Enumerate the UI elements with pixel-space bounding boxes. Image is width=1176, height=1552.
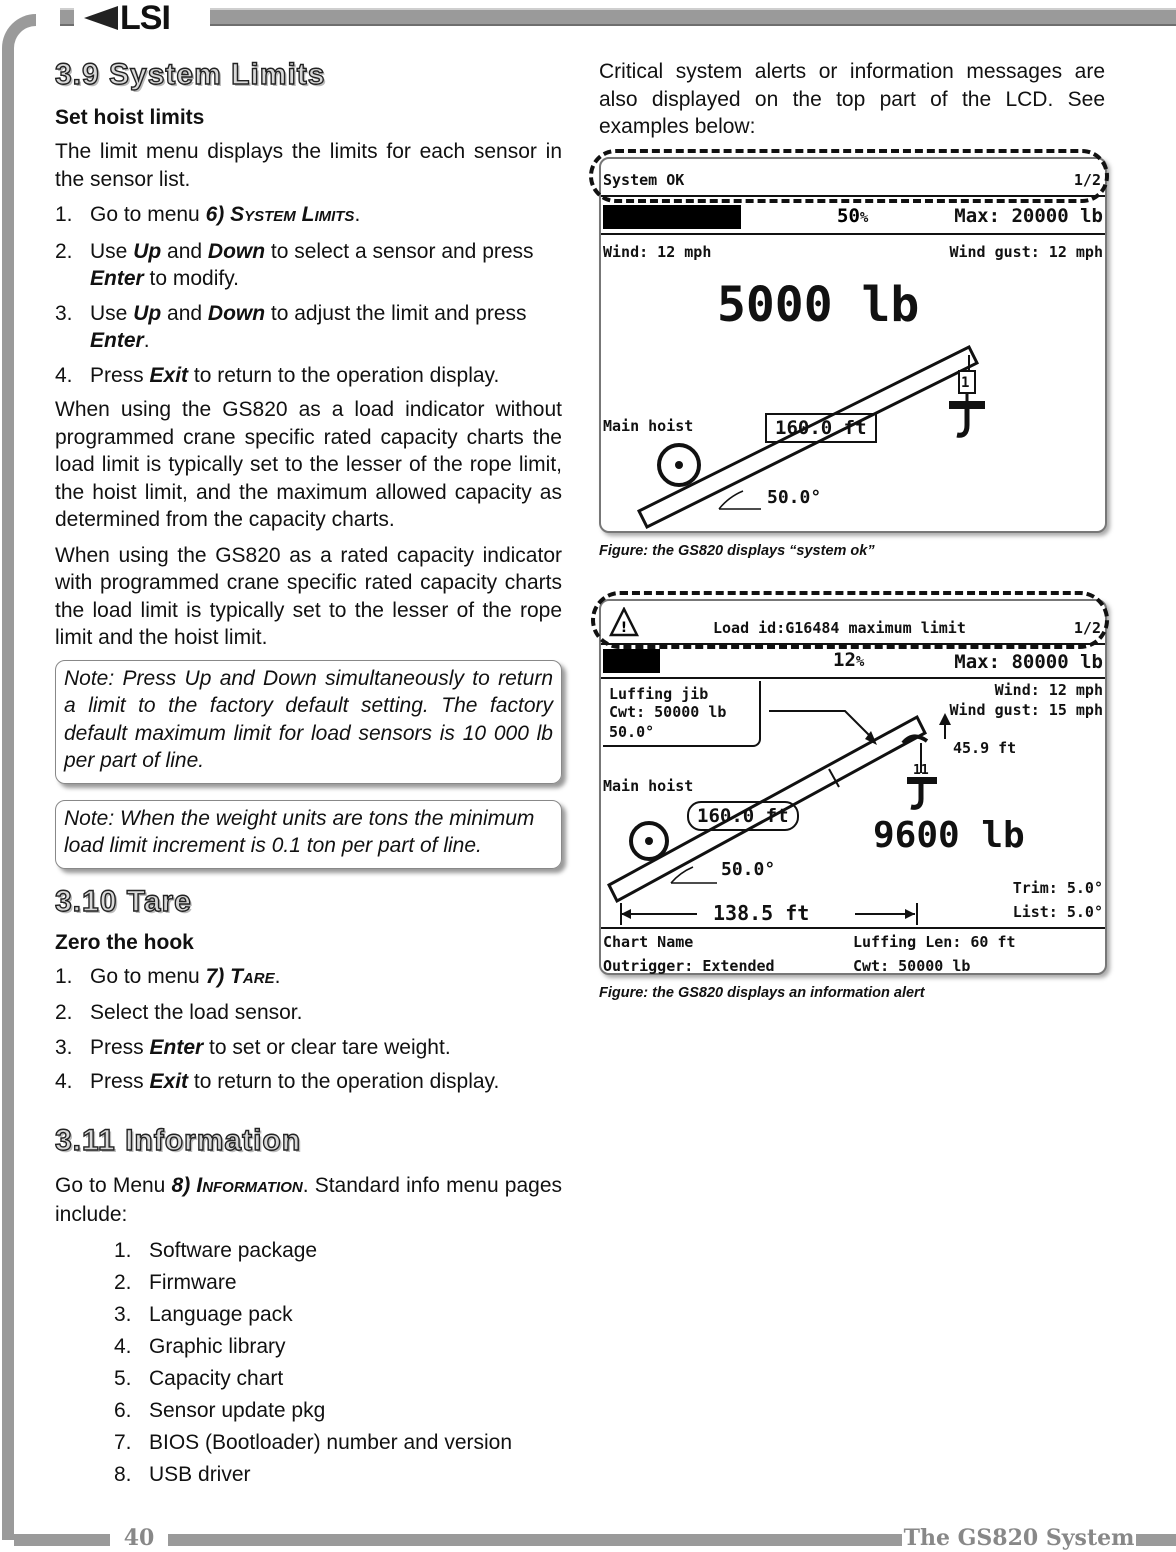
list-item: 3. Press Enter to set or clear tare weight. xyxy=(55,1035,451,1059)
list-item: 2. Select the load sensor. xyxy=(55,1001,303,1024)
hoist-label: Main hoist xyxy=(603,776,694,795)
note-weight-units: Note: When the weight units are tons the minimum load limit increment is 0.1 ton per part of line. xyxy=(55,800,562,869)
status-message: System OK xyxy=(603,170,685,189)
footer-title: The GS820 System xyxy=(903,1525,1135,1551)
alerts-intro: Critical system alerts or information messages are also displayed on the top part of the LCD. See examples below: xyxy=(599,60,1105,138)
lcd-divider xyxy=(601,927,1105,929)
crane-boom-diagram xyxy=(601,159,1105,531)
list-item: 4. Press Exit to return to the operation display. xyxy=(55,1070,500,1093)
hook-parts-of-line: 11 xyxy=(913,762,929,778)
boom-angle: 50.0° xyxy=(767,486,822,508)
wind-speed: Wind: 12 mph xyxy=(603,242,712,261)
logo-text: LSI xyxy=(120,0,170,37)
page-indicator: 1/2 xyxy=(1073,170,1101,189)
page-frame-left xyxy=(2,14,36,1540)
logo-mark-icon xyxy=(84,6,118,30)
jib-angle: 50.0° xyxy=(609,722,655,741)
note-factory-default: Note: Press Up and Down simultaneously to return a limit to the factory default setting. The factory default maximum limit for load sensors is 10 000 lb per part of line. xyxy=(55,660,562,784)
list-item: 5. Capacity chart xyxy=(114,1366,284,1390)
rated-capacity-paragraph: When using the GS820 as a rated capacity indicator with programmed crane specific rated capacity charts the load limit is typically set to the lesser of the rope limit and the hoist limit. xyxy=(55,543,562,649)
max-load: Max: 20000 lb xyxy=(954,204,1103,227)
outrigger-state: Outrigger: Extended xyxy=(603,956,775,975)
hoist-label: Main hoist xyxy=(603,416,694,435)
list-item: 2. Use Up and Down to select a sensor and press Enter to modify. xyxy=(55,239,534,290)
right-column xyxy=(599,58,1105,1001)
list-item: 6. Sensor update pkg xyxy=(114,1398,326,1422)
section-3-11-title: 3.11 Information xyxy=(55,1123,302,1157)
list-item: 4. Graphic library xyxy=(114,1334,286,1358)
max-load: Max: 80000 lb xyxy=(954,650,1103,673)
left-column xyxy=(55,58,562,1493)
load-weight: 5000 lb xyxy=(717,276,920,333)
information-pages-list xyxy=(114,1237,562,1489)
status-highlight-ring xyxy=(591,591,1109,649)
wind-gust: Wind gust: 12 mph xyxy=(949,242,1103,261)
counterweight: Cwt: 50000 lb xyxy=(853,956,971,975)
status-highlight-ring xyxy=(589,149,1109,203)
limits-intro: The limit menu displays the limits for each sensor in the sensor list. xyxy=(55,140,562,191)
load-weight: 9600 lb xyxy=(873,814,1025,856)
load-radius: 138.5 ft xyxy=(713,900,810,925)
list-item: 7. BIOS (Bootloader) number and version xyxy=(114,1430,513,1454)
lcd-screen-system-ok xyxy=(599,157,1107,533)
section-3-10-title: 3.10 Tare xyxy=(55,884,192,918)
section-3-9-title: 3.9 System Limits xyxy=(55,58,326,91)
load-percent-value: 50% xyxy=(837,204,869,227)
zero-hook-heading: Zero the hook xyxy=(55,930,194,954)
jib-counterweight: Cwt: 50000 lb xyxy=(609,702,727,721)
figure-1-caption: Figure: the GS820 displays “system ok” xyxy=(599,542,875,559)
set-hoist-limits-heading: Set hoist limits xyxy=(55,106,205,129)
luffing-length: Luffing Len: 60 ft xyxy=(853,932,1016,951)
tare-steps xyxy=(55,963,562,1096)
list-item: 4. Press Exit to return to the operation display. xyxy=(55,363,500,387)
svg-text:!: ! xyxy=(620,619,628,636)
information-intro: Go to Menu 8) INFORMATION. Standard info menu pages include: xyxy=(55,1173,563,1226)
status-message: Load id:G16484 maximum limit xyxy=(713,618,966,637)
figure-2-caption: Figure: the GS820 displays an information alert xyxy=(599,984,925,1001)
load-percent-value: 12% xyxy=(833,648,865,671)
list-item: 3. Use Up and Down to adjust the limit and press Enter. xyxy=(55,301,527,352)
wind-speed: Wind: 12 mph xyxy=(994,680,1103,699)
load-indicator-paragraph: When using the GS820 as a load indicator without programmed crane specific rated capacity charts the load limit is typically set to the lesser of the rope limit, the hoist limit, and the maximum allowed capacity as determined from the capacity charts. xyxy=(55,398,562,531)
list-item: 3. Language pack xyxy=(114,1302,293,1326)
wind-gust: Wind gust: 15 mph xyxy=(949,700,1103,719)
jib-length: 45.9 ft xyxy=(953,738,1017,757)
page-frame-top xyxy=(60,8,1176,26)
limits-steps xyxy=(55,201,562,389)
list-angle: List: 5.0° xyxy=(1012,902,1103,921)
list-item: 2. Firmware xyxy=(114,1270,237,1294)
page-indicator: 1/2 xyxy=(1073,618,1101,637)
hook-parts-of-line: 1 xyxy=(961,374,970,391)
boom-angle: 50.0° xyxy=(721,858,776,880)
trim-angle: Trim: 5.0° xyxy=(1012,878,1103,897)
list-item: 8. USB driver xyxy=(114,1462,251,1486)
page-number: 40 xyxy=(110,1524,168,1552)
lsi-logo xyxy=(74,0,210,36)
figure-information-alert xyxy=(599,599,1105,1001)
jib-type: Luffing jib xyxy=(609,684,709,703)
lcd-screen-information-alert xyxy=(599,599,1107,975)
boom-length: 160.0 ft xyxy=(765,413,877,443)
figure-system-ok xyxy=(599,157,1105,559)
list-item: 1. Go to menu 7) TARE. xyxy=(55,964,281,988)
chart-name: Chart Name xyxy=(603,932,694,951)
list-item: 1. Software package xyxy=(114,1238,318,1262)
boom-length: 160.0 ft xyxy=(687,801,799,831)
list-item: 1. Go to menu 6) SYSTEM LIMITS. xyxy=(55,203,361,226)
jib-length-arrow xyxy=(939,713,951,739)
